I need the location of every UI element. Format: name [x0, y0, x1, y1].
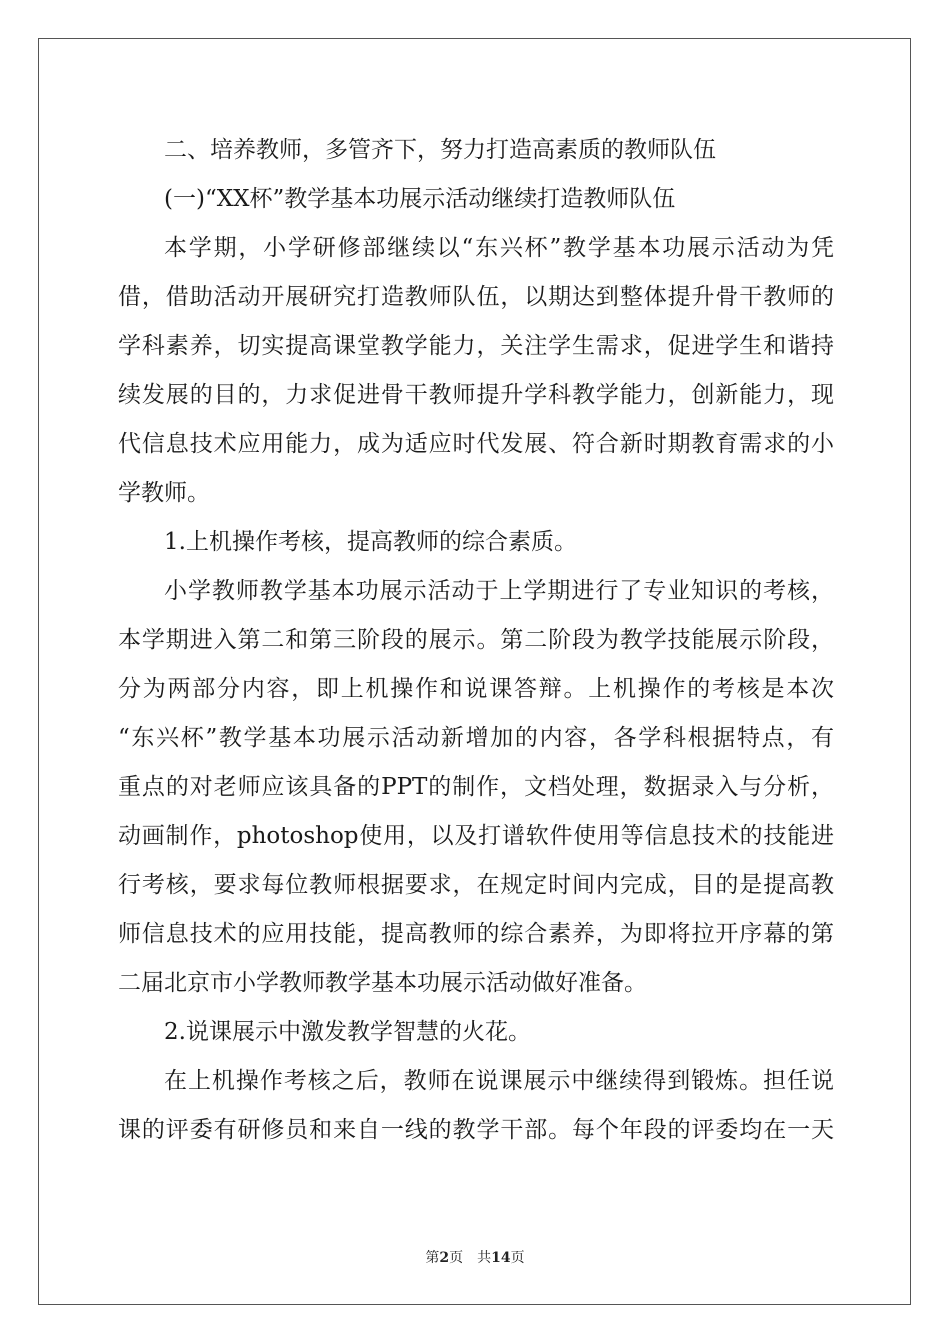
document-body: [118, 126, 834, 1155]
text-line: 师信息技术的应用技能，提高教师的综合素养，为即将拉开序幕的第: [118, 921, 834, 947]
text-line: 课的评委有研修员和来自一线的教学干部。每个年段的评委均在一天: [118, 1117, 834, 1143]
text-line: 二、培养教师，多管齐下，努力打造高素质的教师队伍: [164, 137, 716, 163]
text-line: 本学期进入第二和第三阶段的展示。第二阶段为教学技能展示阶段，: [118, 627, 834, 653]
footer-total-unit: 页: [510, 1250, 525, 1266]
text-line: 小学教师教学基本功展示活动于上学期进行了专业知识的考核，: [164, 578, 834, 604]
total-pages-number: 14: [491, 1250, 511, 1266]
text-line: 借，借助活动开展研究打造教师队伍，以期达到整体提升骨干教师的: [118, 284, 834, 310]
footer-total-prefix: 共: [477, 1250, 492, 1266]
text-line: 二届北京市小学教师教学基本功展示活动做好准备。: [118, 970, 647, 996]
text-line: 1.上机操作考核，提高教师的综合素质。: [164, 529, 577, 555]
text-line: 行考核，要求每位教师根据要求，在规定时间内完成，目的是提高教: [118, 872, 834, 898]
footer-prefix: 第: [425, 1250, 440, 1266]
text-line: 分为两部分内容，即上机操作和说课答辩。上机操作的考核是本次: [118, 676, 834, 702]
footer-page-unit: 页: [449, 1250, 464, 1266]
text-line: 动画制作，photoshop使用，以及打谱软件使用等信息技术的技能进: [118, 823, 834, 849]
text-line: 续发展的目的，力求促进骨干教师提升学科教学能力，创新能力，现: [118, 382, 834, 408]
text-line: 学教师。: [118, 480, 210, 506]
text-line: 代信息技术应用能力，成为适应时代发展、符合新时期教育需求的小: [118, 431, 834, 457]
page-footer: [0, 1247, 950, 1267]
text-line: 在上机操作考核之后，教师在说课展示中继续得到锻炼。担任说: [164, 1068, 834, 1094]
text-line: 本学期，小学研修部继续以“东兴杯”教学基本功展示活动为凭: [164, 235, 834, 261]
current-page-number: 2: [439, 1250, 450, 1266]
text-line: 学科素养，切实提高课堂教学能力，关注学生需求，促进学生和谐持: [118, 333, 834, 359]
text-line: “东兴杯”教学基本功展示活动新增加的内容，各学科根据特点，有: [118, 725, 834, 751]
text-line: (一)“XX杯”教学基本功展示活动继续打造教师队伍: [164, 186, 676, 212]
text-line: 2.说课展示中激发教学智慧的火花。: [164, 1019, 531, 1045]
text-line: 重点的对老师应该具备的PPT的制作，文档处理，数据录入与分析，: [118, 774, 834, 800]
